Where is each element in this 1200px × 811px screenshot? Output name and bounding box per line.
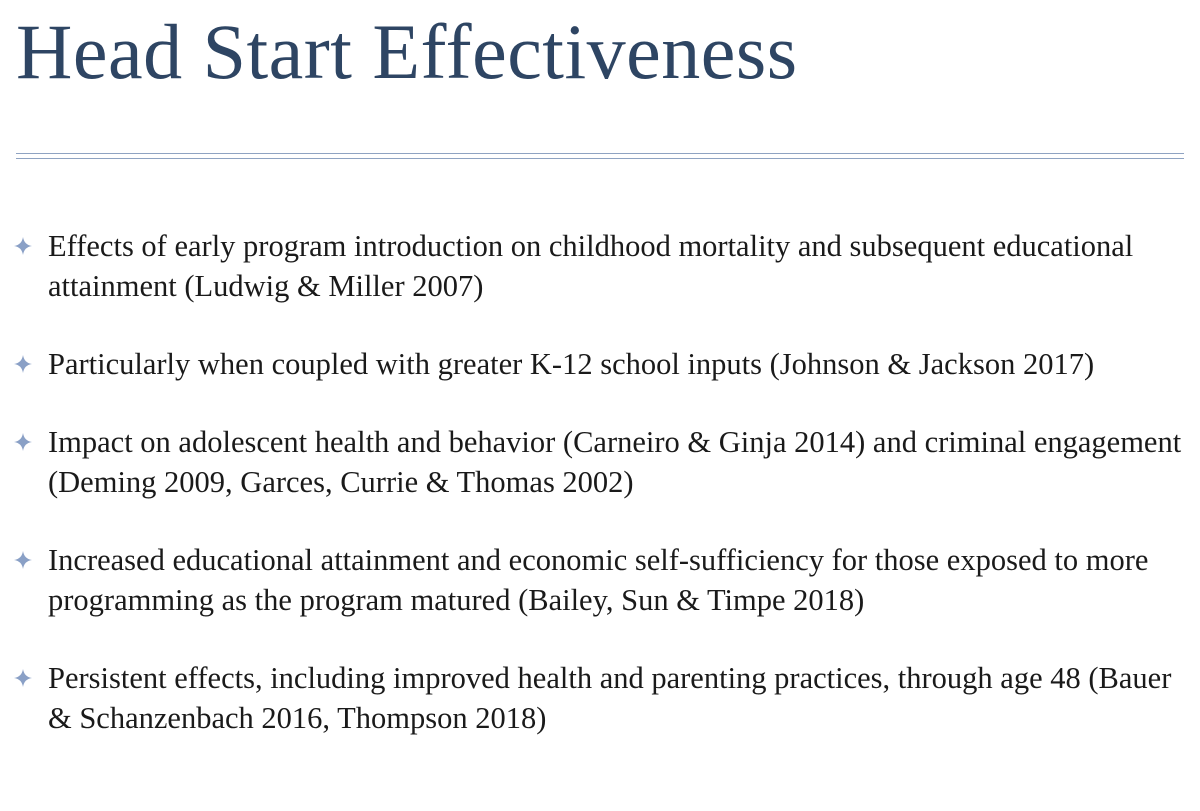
- four-point-star-icon: [14, 433, 32, 451]
- bullet-item-1: [0, 226, 1200, 306]
- four-point-star-icon: [14, 355, 32, 373]
- title-divider-bottom: [16, 158, 1184, 159]
- bullet-list: [0, 226, 1200, 776]
- bullet-item-4: [0, 540, 1200, 620]
- bullet-item-2: [0, 344, 1200, 384]
- bullet-text: Particularly when coupled with greater K-12 school inputs (Johnson & Jackson 2017): [48, 347, 1095, 381]
- title-divider-top: [16, 153, 1184, 154]
- bullet-text: Effects of early program introduction on childhood mortality and subsequent educational attainment (Ludwig & Miller 2007): [48, 229, 1134, 303]
- four-point-star-icon: [14, 551, 32, 569]
- bullet-text: Increased educational attainment and economic self-sufficiency for those exposed to more programming as the program matured (Bailey, Sun & Timpe 2018): [48, 543, 1149, 617]
- bullet-item-3: [0, 422, 1200, 502]
- bullet-item-5: [0, 658, 1200, 738]
- bullet-text: Persistent effects, including improved health and parenting practices, through age 48 (Bauer & Schanzenbach 2016, Thompson 2018): [48, 661, 1172, 735]
- slide-title: Head Start Effectiveness: [16, 8, 798, 95]
- bullet-text: Impact on adolescent health and behavior (Carneiro & Ginja 2014) and criminal engagement (Deming 2009, Garces, Currie & Thomas 2002): [48, 425, 1182, 499]
- four-point-star-icon: [14, 669, 32, 687]
- four-point-star-icon: [14, 237, 32, 255]
